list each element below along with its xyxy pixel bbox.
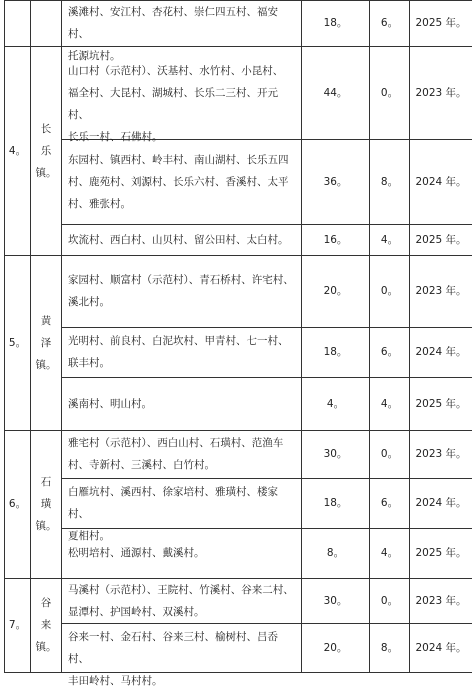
village-count: 20。	[323, 285, 348, 297]
target-year: 2023 年。	[415, 594, 467, 607]
added-count: 6。	[380, 346, 399, 358]
village-line: 溪滩村、安江村、杏花村、崇仁四五村、福安村、	[68, 6, 278, 40]
town-name-char: 镇。	[35, 520, 57, 532]
village-list	[62, 269, 301, 313]
town-name-char: 镇。	[35, 641, 57, 653]
town-name	[31, 471, 61, 537]
town-name-char: 黄	[40, 314, 52, 327]
town-name-char: 镇。	[35, 358, 57, 371]
village-line: 村、雅张村。	[68, 197, 131, 210]
village-line: 光明村、前良村、白泥坎村、甲青村、七一村、	[68, 335, 289, 347]
town-index: 6。	[8, 498, 27, 510]
added-count: 0。	[380, 448, 399, 460]
village-line: 联丰村。	[68, 357, 110, 369]
village-count: 16。	[323, 233, 348, 246]
target-year: 2025 年。	[415, 397, 467, 410]
village-count: 30。	[323, 448, 348, 460]
added-count: 0。	[380, 285, 399, 297]
village-count: 18。	[323, 17, 348, 29]
added-count: 4。	[380, 547, 399, 559]
village-line: 夏相村。	[68, 530, 110, 542]
town-name-char: 来	[40, 619, 52, 631]
village-list	[62, 60, 301, 148]
village-line: 马溪村（示范村）、王院村、竹溪村、谷来二村、	[68, 583, 294, 596]
town-name-char: 镇。	[35, 166, 57, 179]
town-name-char: 谷	[40, 597, 52, 609]
village-list	[62, 393, 301, 415]
village-line: 松明培村、通源村、戴溪村。	[68, 547, 205, 559]
village-count: 8。	[326, 547, 345, 559]
village-line: 山口村（示范村）、沃基村、水竹村、小昆村、	[68, 64, 284, 77]
table-rule	[61, 224, 472, 225]
target-year: 2024 年。	[415, 175, 467, 188]
target-year: 2024 年。	[415, 497, 467, 509]
village-line: 家园村、顺富村（示范村）、青石桥村、许宅村、	[68, 274, 294, 286]
village-list	[62, 149, 301, 215]
village-list	[62, 626, 301, 692]
village-line: 谷来一村、金石村、谷来三村、榆树村、吕岙村、	[68, 630, 278, 665]
village-line: 雅宅村（示范村）、西白山村、石璜村、范渔车	[68, 437, 284, 449]
town-name-char: 石	[40, 476, 52, 488]
village-list	[62, 1, 301, 67]
village-count: 20。	[323, 641, 348, 654]
added-count: 4。	[380, 397, 399, 410]
target-year: 2024 年。	[415, 641, 467, 654]
target-year: 2023 年。	[415, 86, 467, 99]
village-line: 东园村、镇西村、岭丰村、南山湖村、长乐五四	[68, 153, 289, 166]
table-rule	[61, 623, 472, 624]
town-name-char: 长	[40, 122, 52, 135]
village-list	[62, 579, 301, 623]
table-rule	[4, 255, 472, 256]
village-line: 长乐一村、石佛村。	[68, 130, 163, 143]
added-count: 8。	[380, 641, 399, 654]
village-line: 托源坑村。	[68, 50, 121, 62]
village-list	[62, 330, 301, 374]
table-rule	[4, 430, 472, 431]
village-line: 坎流村、西白村、山贝村、留公田村、太白村。	[68, 233, 289, 246]
added-count: 0。	[380, 594, 399, 607]
village-line: 丰田岭村、马村村。	[68, 674, 163, 687]
village-count: 30。	[323, 594, 348, 607]
table-rule	[61, 478, 472, 479]
village-line: 显潭村、护国岭村、双溪村。	[68, 605, 205, 618]
village-list	[62, 542, 301, 564]
town-name	[31, 118, 61, 184]
added-count: 6。	[380, 497, 399, 509]
added-count: 4。	[380, 233, 399, 246]
town-name	[31, 592, 61, 658]
village-count: 36。	[323, 175, 348, 188]
village-line: 白雁坑村、溪西村、徐家培村、雅璜村、楼家村、	[68, 486, 278, 520]
table-rule	[61, 377, 472, 378]
target-year: 2025 年。	[415, 17, 467, 29]
table-rule	[61, 327, 472, 328]
village-count: 44。	[323, 86, 348, 99]
village-line: 溪北村。	[68, 296, 110, 308]
town-index: 5。	[8, 336, 27, 349]
town-name-char: 乐	[40, 144, 52, 157]
village-list	[62, 481, 301, 547]
target-year: 2025 年。	[415, 547, 467, 559]
added-count: 0。	[380, 86, 399, 99]
target-year: 2025 年。	[415, 233, 467, 246]
village-count: 18。	[323, 497, 348, 509]
village-count: 4。	[326, 397, 345, 410]
village-list	[62, 229, 301, 251]
added-count: 6。	[380, 17, 399, 29]
town-index: 4。	[8, 144, 27, 157]
village-line: 溪南村、明山村。	[68, 397, 152, 410]
village-line: 福全村、大昆村、湖城村、长乐二三村、开元村、	[68, 86, 278, 121]
village-line: 村、寺新村、三溪村、白竹村。	[68, 459, 215, 471]
village-list	[62, 432, 301, 476]
target-year: 2023 年。	[415, 448, 467, 460]
town-name-char: 泽	[40, 336, 52, 349]
village-line: 村、鹿苑村、刘源村、长乐六村、香溪村、太平	[68, 175, 289, 188]
town-index: 7。	[8, 619, 27, 631]
target-year: 2023 年。	[415, 285, 467, 297]
town-name-char: 璜	[40, 498, 52, 510]
added-count: 8。	[380, 175, 399, 188]
town-name	[31, 310, 61, 376]
target-year: 2024 年。	[415, 346, 467, 358]
village-count: 18。	[323, 346, 348, 358]
